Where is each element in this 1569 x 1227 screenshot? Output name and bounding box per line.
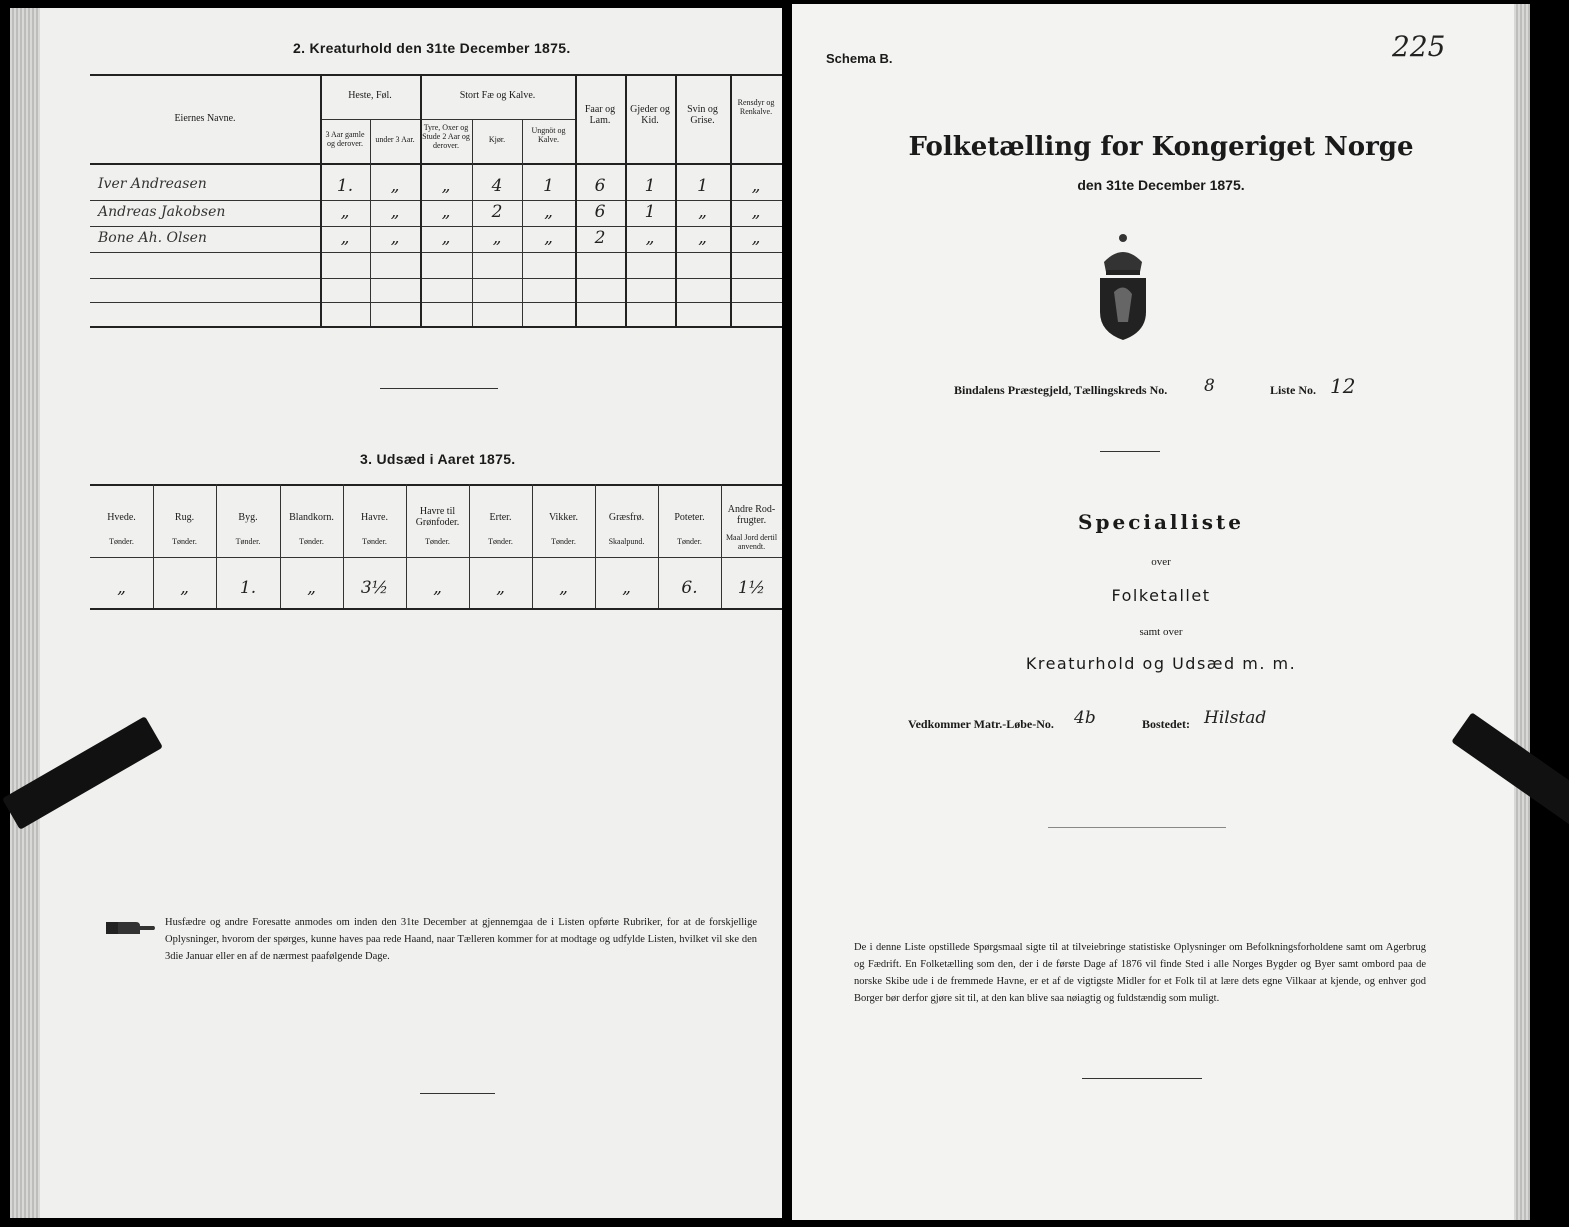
- crop-value: „: [622, 578, 631, 598]
- bosted-label: Bostedet:: [1142, 717, 1190, 731]
- cell: „: [340, 228, 350, 248]
- table-rule: [420, 119, 575, 120]
- crop-value: „: [180, 578, 189, 598]
- table-rule: [90, 278, 782, 279]
- col-header-sheep: Faar og Lam.: [584, 104, 616, 126]
- divider: [420, 1093, 495, 1094]
- cell: „: [390, 202, 400, 222]
- col-header-young-cattle: Ungnöt og Kalve.: [531, 126, 566, 144]
- cell: 1: [644, 202, 656, 222]
- table-rule: [90, 252, 782, 253]
- crop-unit: Tønder.: [299, 537, 324, 546]
- cell: 4: [491, 176, 503, 196]
- cell: „: [441, 202, 451, 222]
- specialliste-heading: Specialliste: [1078, 510, 1244, 534]
- crop-unit: Tønder.: [235, 537, 261, 546]
- crop-unit: Tønder.: [172, 537, 197, 546]
- col-rule: [472, 119, 473, 326]
- col-header-goats: Gjeder og Kid.: [630, 104, 670, 126]
- table-rule: [90, 608, 782, 610]
- table-rule: [90, 484, 782, 486]
- crop-value: 3½: [360, 578, 389, 598]
- col-rule: [320, 74, 322, 326]
- table-rule: [90, 326, 782, 328]
- col-rule: [420, 74, 422, 326]
- cell: „: [340, 202, 350, 222]
- list-number: 12: [1330, 374, 1356, 398]
- divider: [380, 388, 498, 389]
- crop-unit: Tønder.: [488, 537, 513, 546]
- col-header-cows: Kjør.: [488, 135, 506, 144]
- cell: „: [645, 228, 655, 248]
- crop-unit: Tønder.: [677, 537, 702, 546]
- cell: 1: [543, 176, 554, 196]
- col-header-reindeer: Rensdyr og Renkalve.: [737, 98, 775, 116]
- schema-label: Schema B.: [826, 51, 893, 66]
- crop-unit: Tønder.: [109, 537, 134, 546]
- footer-text: De i denne Liste opstillede Spørgsmaal sigte til at tilveiebringe statistiske Oplysninger om Befolkningsforholdene samt om Agerbrug og Fædrift. En Folketælling som den, der i de første Dage af 1876 vil finde Sted i alle Norges Bygder og Byer samt ombord paa de norske Skibe ude i de fremmede Havne, er et af de vigtigste Midler for et Folk til at lære dets egne Vilkaar at kjende, og enhver god Borger bør derfor gjøre sit til, at den kan blive saa nøiagtig og fuldstændig som muligt.: [854, 942, 1426, 1004]
- table-rule: [90, 163, 782, 165]
- divider: [1048, 827, 1226, 828]
- over-text: over: [1151, 556, 1171, 568]
- col-header-horses-young: under 3 Aar.: [375, 135, 415, 144]
- crop-header: Havre til Grønfoder.: [415, 506, 460, 528]
- col-rule: [370, 119, 371, 326]
- section3-title: 3. Udsæd i Aaret 1875.: [360, 451, 516, 467]
- crop-header: Rug.: [174, 512, 195, 523]
- crop-unit: Skaalpund.: [608, 537, 645, 546]
- crop-header: Erter.: [489, 512, 512, 523]
- matr-label: Vedkommer Matr.-Løbe-No.: [908, 717, 1054, 731]
- crop-header: Havre.: [361, 512, 388, 523]
- crop-unit: Tønder.: [551, 537, 576, 546]
- crop-header: Poteter.: [674, 512, 705, 523]
- cell: „: [751, 228, 761, 248]
- cell: „: [751, 202, 761, 222]
- col-header-horses: Heste, Føl.: [348, 90, 392, 101]
- left-page: [10, 8, 782, 1218]
- parish-label: Bindalens Præstegjeld, Tællingskreds No.: [954, 383, 1168, 397]
- crop-value: 6.: [681, 578, 698, 598]
- crop-header: Byg.: [238, 512, 258, 523]
- pointing-hand-icon: [106, 918, 156, 938]
- crop-value: „: [433, 578, 442, 598]
- col-rule: [522, 119, 523, 326]
- cell: 2: [594, 228, 606, 248]
- list-label: Liste No.: [1270, 383, 1316, 397]
- divider: [1100, 451, 1160, 452]
- cell: „: [698, 202, 707, 222]
- page-subtitle: den 31te December 1875.: [1077, 177, 1245, 193]
- crop-unit: Tønder.: [362, 537, 387, 546]
- cell: 1: [697, 176, 708, 196]
- crop-value: „: [496, 578, 505, 598]
- cell: 1.: [336, 176, 354, 196]
- coat-of-arms-icon: [1094, 232, 1152, 342]
- cell: „: [441, 176, 451, 196]
- divider: [1082, 1078, 1202, 1079]
- crop-value: „: [307, 578, 316, 598]
- notice-text: Husfædre og andre Foresatte anmodes om inden den 31te December at gjennemgaa de i Listen opførte Rubriker, for at de forskjellige Oplysninger, hvorom der spørges, kunne haves paa rede Haand, naar Tælleren kommer for at modtage og udfylde Listen, hvilket vil ske den 3die Januar eller en af de nærmest paafølgende Dage.: [165, 917, 757, 962]
- page-title: Folketælling for Kongeriget Norge: [908, 132, 1414, 162]
- cell: 6: [594, 176, 606, 196]
- crop-unit: Maal Jord dertil anvendt.: [725, 533, 778, 551]
- owner-name: Andreas Jakobsen: [98, 204, 226, 220]
- page-edge: [10, 8, 40, 1218]
- table-rule: [90, 226, 782, 227]
- cell: 6: [594, 202, 606, 222]
- owner-name: Bone Ah. Olsen: [98, 230, 207, 246]
- cell: „: [441, 228, 451, 248]
- crop-header: Blandkorn.: [289, 512, 334, 523]
- crop-header: Hvede.: [107, 512, 136, 523]
- crop-unit: Tønder.: [425, 537, 450, 546]
- owner-name: Iver Andreasen: [98, 176, 207, 192]
- bosted-value: Hilstad: [1204, 708, 1267, 728]
- cell: „: [390, 228, 400, 248]
- table-rule: [90, 200, 782, 201]
- crop-value: 1½: [737, 578, 766, 598]
- col-header-bulls: Tyre, Oxer og Stude 2 Aar og derover.: [422, 123, 470, 150]
- samt-over-text: samt over: [1139, 626, 1183, 638]
- cell: 2: [491, 202, 503, 222]
- col-header-owner: Eiernes Navne.: [174, 113, 236, 124]
- table-rule: [90, 74, 782, 76]
- kreaturhold-heading: Kreaturhold og Udsæd m. m.: [1025, 654, 1297, 673]
- table-rule: [90, 557, 782, 558]
- crop-header: Vikker.: [548, 512, 579, 523]
- cell: „: [390, 176, 400, 196]
- matr-number: 4b: [1074, 708, 1096, 728]
- col-header-horses-old: 3 Aar gamle og derover.: [325, 130, 365, 148]
- crop-value: „: [559, 578, 568, 598]
- crop-header: Græsfrø.: [608, 512, 645, 523]
- crop-header: Andre Rod-frugter.: [727, 504, 776, 526]
- page-number: 225: [1392, 30, 1446, 63]
- section2-title: 2. Kreaturhold den 31te December 1875.: [293, 40, 571, 56]
- cell: „: [544, 228, 553, 248]
- crop-value: „: [117, 578, 126, 598]
- col-header-pigs: Svin og Grise.: [687, 104, 718, 126]
- cell: „: [751, 176, 761, 196]
- folketallet-heading: Folketallet: [1111, 586, 1211, 605]
- cell: „: [544, 202, 553, 222]
- right-page: [792, 4, 1530, 1220]
- cell: „: [492, 228, 502, 248]
- district-number: 8: [1204, 376, 1215, 396]
- col-header-cattle: Stort Fæ og Kalve.: [459, 90, 536, 101]
- table-rule: [90, 302, 782, 303]
- crop-value: 1.: [239, 578, 257, 598]
- cell: 1: [644, 176, 656, 196]
- cell: „: [698, 228, 707, 248]
